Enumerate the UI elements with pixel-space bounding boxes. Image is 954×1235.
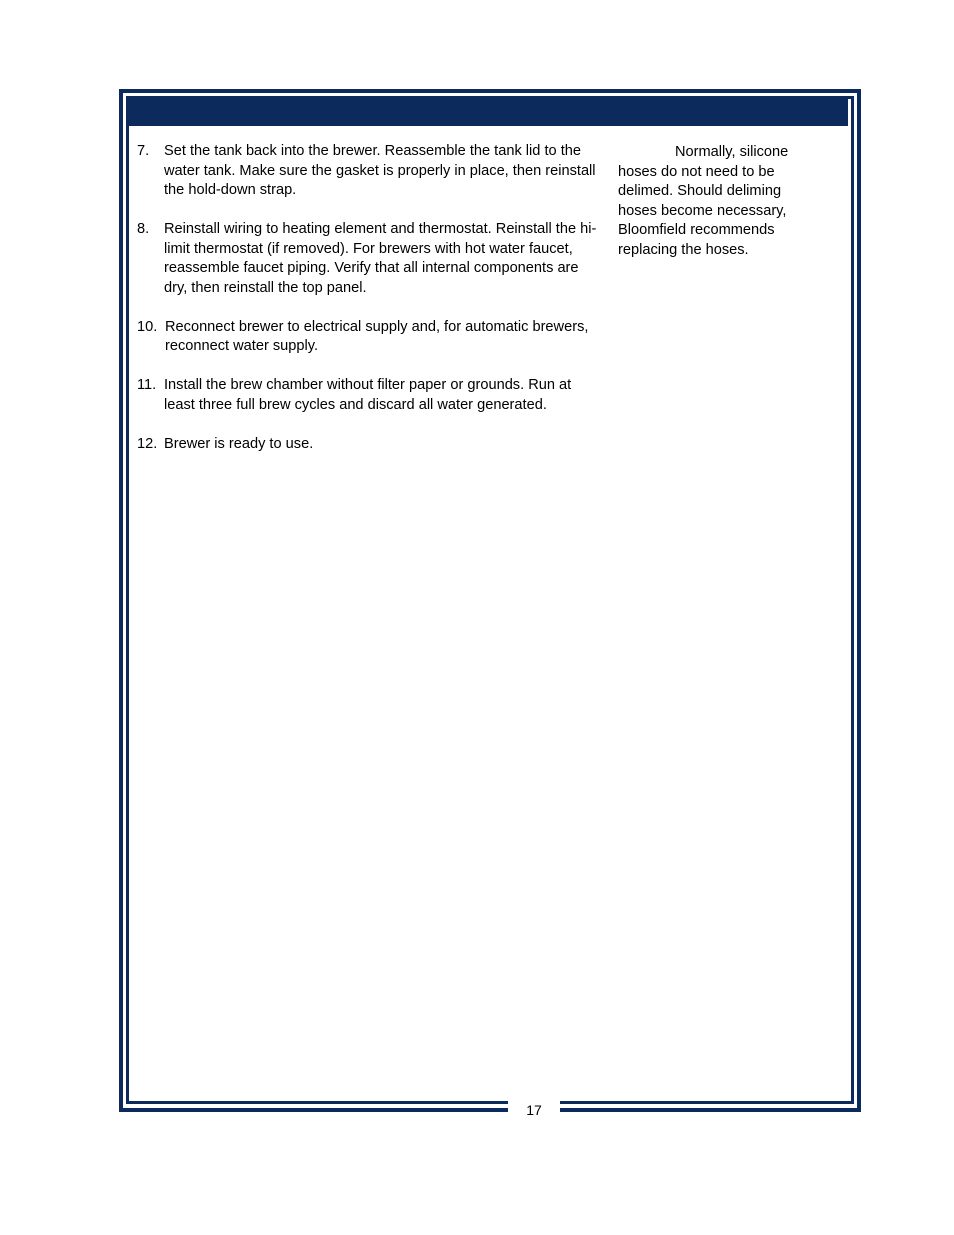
page-number: 17 (526, 1102, 542, 1118)
header-bar (129, 99, 848, 126)
step-number: 11. (137, 377, 157, 393)
side-note (618, 143, 818, 260)
step-item (137, 318, 597, 357)
step-number: 8. (137, 221, 150, 237)
step-number: 7. (137, 143, 150, 159)
step-text: Reinstall wiring to heating element and thermostat. Reinstall the hi-limit thermostat (if removed). For brewers with hot water faucet, reassemble faucet piping. Verify that all internal components are dry, then reinstall the top panel. (164, 221, 597, 296)
step-number: 12. (137, 435, 158, 452)
step-text: Set the tank back into the brewer. Reassemble the tank lid to the water tank. Make sure the gasket is properly in place, then reinstall the hold-down strap. (164, 143, 596, 198)
step-text: Brewer is ready to use. (164, 435, 314, 452)
step-item (137, 435, 597, 455)
step-text: Install the brew chamber without filter paper or grounds. Run at least three full brew cycles and discard all water generated. (164, 377, 572, 413)
step-item (137, 220, 597, 298)
procedure-steps (137, 142, 597, 474)
step-number: 10. (137, 318, 158, 335)
step-item (137, 142, 597, 201)
side-note-text: Normally, silicone hoses do not need to be delimed. Should deliming hoses become necessary, Bloomfield recommends replacing the hoses. (618, 144, 789, 258)
step-text: Reconnect brewer to electrical supply and, for automatic brewers, reconnect water supply. (165, 318, 589, 354)
step-item (137, 376, 597, 415)
